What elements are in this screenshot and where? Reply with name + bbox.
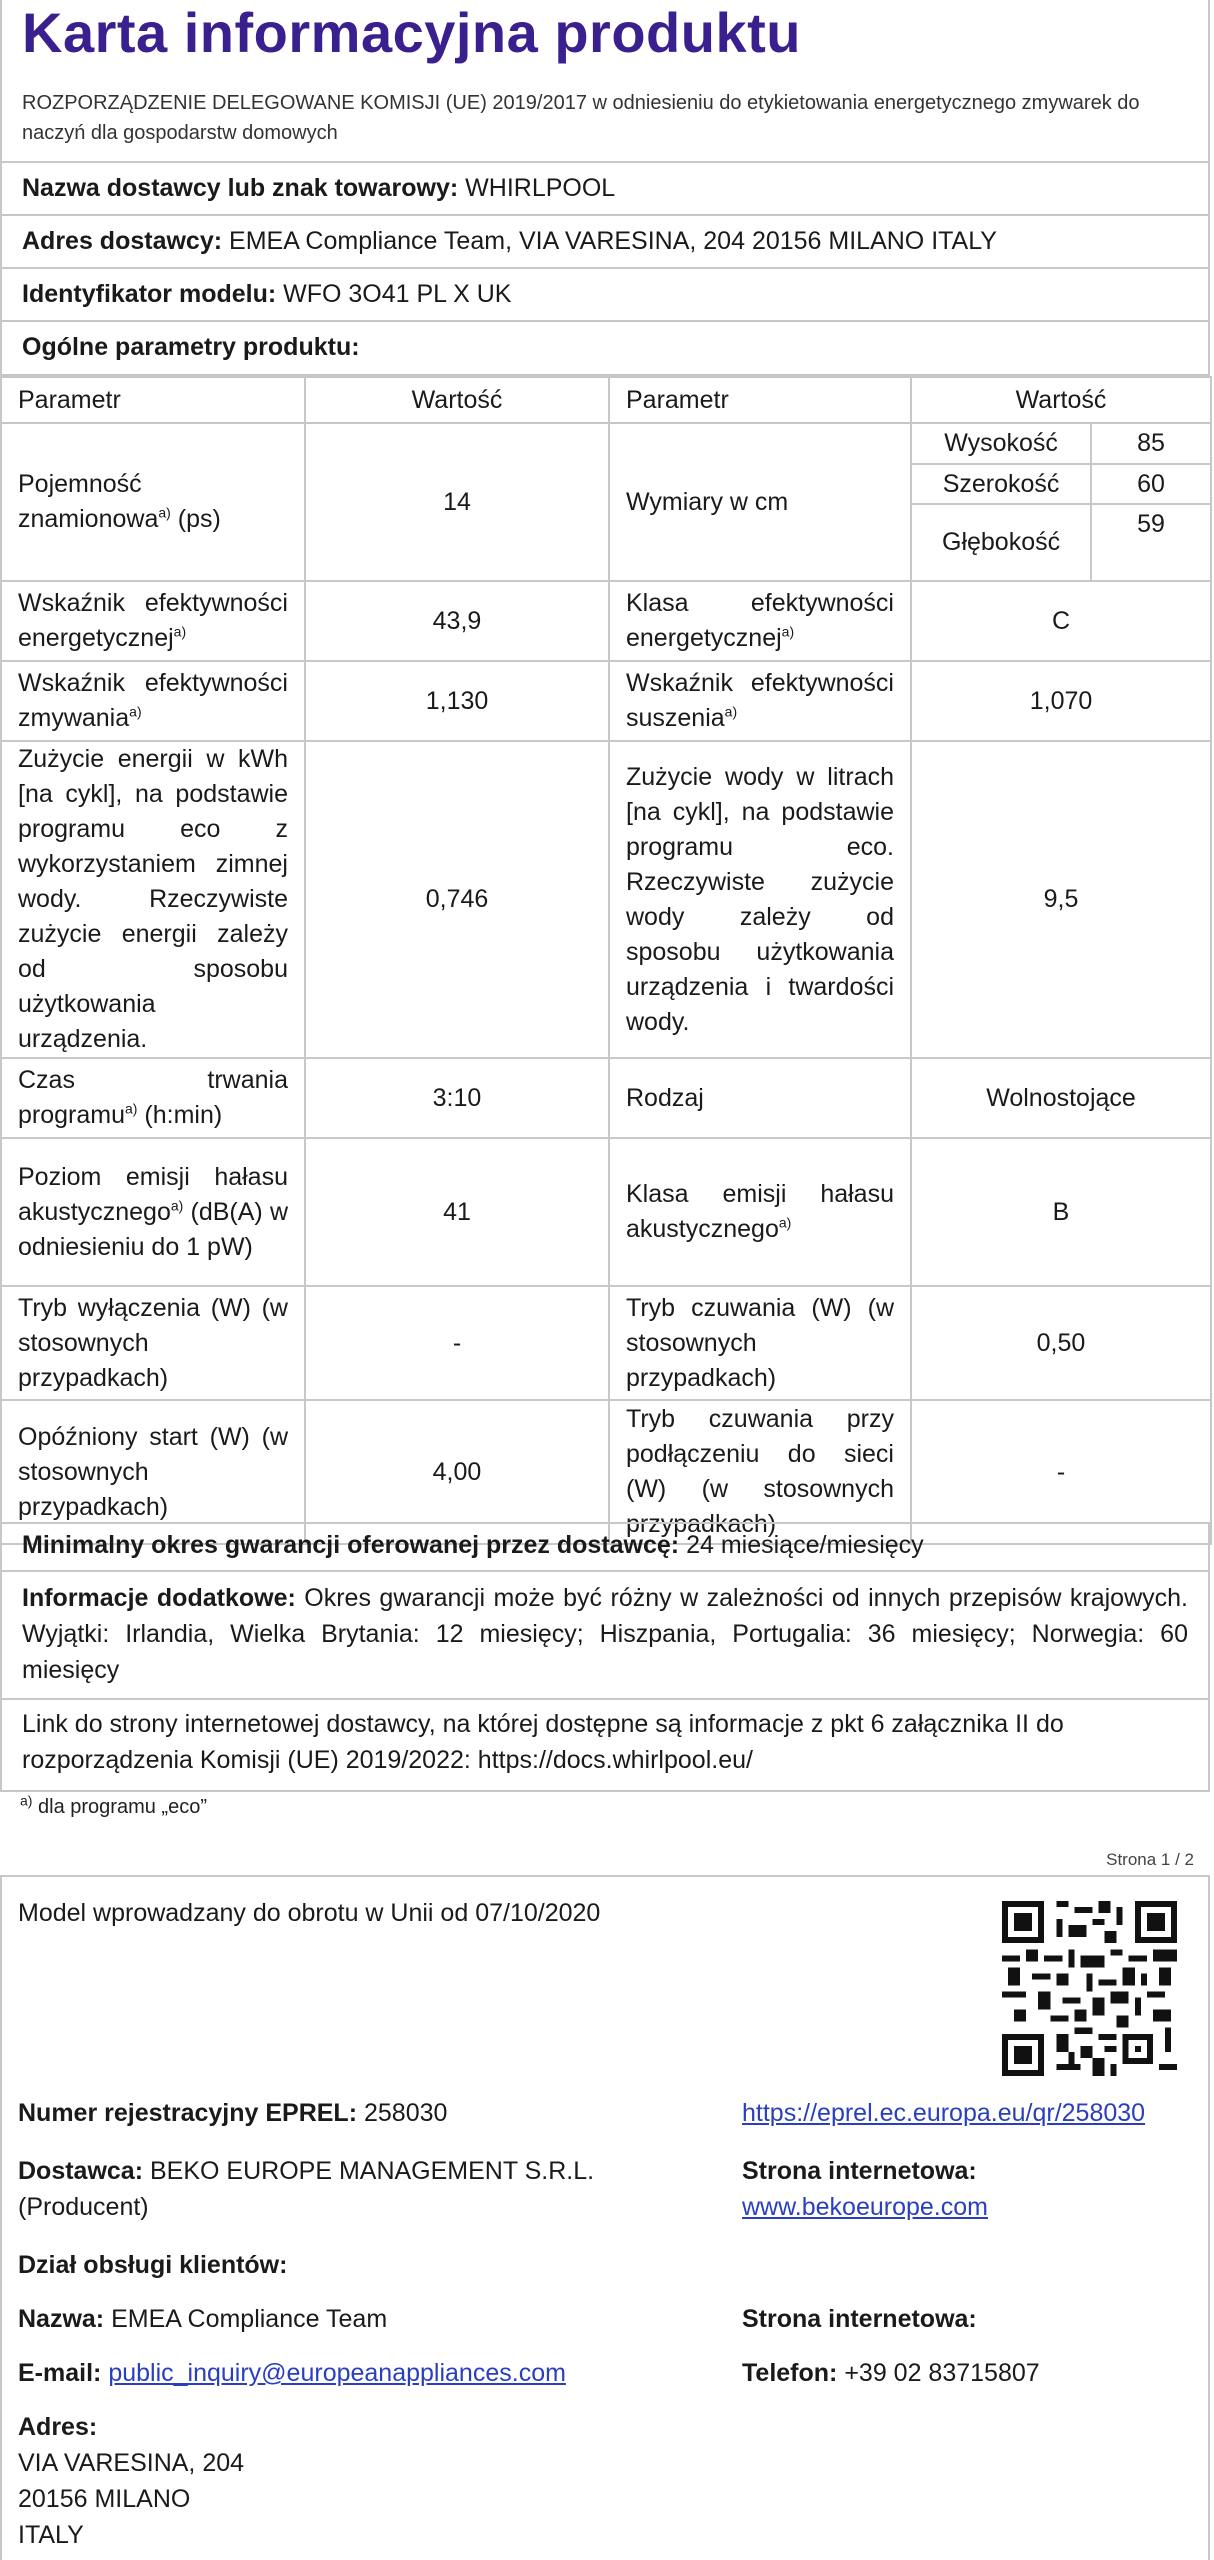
email-link[interactable]: public_inquiry@europeanappliances.com: [108, 2359, 566, 2387]
noise-label-text: Poziom emisji hałasu akustycznego: [18, 1162, 288, 1226]
supplier-address-value: EMEA Compliance Team, VIA VARESINA, 204 20156 MILANO ITALY: [229, 227, 997, 255]
additional-info-label: Informacje dodatkowe:: [22, 1584, 296, 1612]
energy-class-label-text: Klasa efektywności energetycznej: [626, 589, 894, 652]
additional-info-text: Okres gwarancji może być różny w zależności od innych przepisów krajowych. Wyjątki: Irlandia, Wielka Brytania: 12 miesięcy; Hiszpania, Portugalia: 36 miesięcy; Norwegia: 60 miesięcy: [22, 1584, 1188, 1684]
footnote-marker: a): [173, 623, 187, 640]
address-block: [18, 2409, 244, 2553]
supplier-name-row: [0, 163, 1210, 216]
service-name-value: EMEA Compliance Team: [111, 2305, 388, 2333]
footnote-marker: a): [129, 703, 142, 720]
capacity-label-text: Pojemność znamionowa: [18, 470, 159, 533]
footnote-marker: a): [781, 623, 795, 640]
width-value: 60: [1091, 464, 1210, 504]
eprel-reg-value: 258030: [363, 2099, 448, 2127]
energy-consumption-value: 0,746: [305, 741, 609, 1058]
networked-standby-value: -: [911, 1400, 1211, 1544]
off-mode-value: -: [305, 1286, 609, 1400]
service-name-line: [18, 2301, 387, 2337]
duration-label: [1, 1058, 305, 1138]
service-name-label: Nazwa:: [18, 2305, 105, 2333]
capacity-unit: (ps): [177, 505, 221, 533]
delay-start-value: 4,00: [305, 1400, 609, 1544]
noise-class-label: [609, 1138, 911, 1286]
supplier-link-url[interactable]: https://docs.whirlpool.eu/: [477, 1746, 753, 1774]
table-row: [1, 661, 1211, 741]
eprel-website-link[interactable]: www.bekoeurope.com: [742, 2193, 988, 2221]
service-web-line: [742, 2301, 977, 2337]
phone-label: Telefon:: [742, 2359, 838, 2387]
page-title: Karta informacyjna produktu: [22, 1, 801, 64]
email-label: E-mail:: [18, 2359, 102, 2387]
email-line: [18, 2355, 566, 2391]
service-heading-line: [18, 2247, 287, 2283]
footnote-marker: a): [158, 504, 171, 521]
water-consumption-value: 9,5: [911, 741, 1211, 1058]
supplier-link-row: [0, 1700, 1210, 1792]
footnote-marker: a): [724, 703, 738, 720]
cleaning-value: 1,130: [305, 661, 609, 741]
footnote-marker: a): [20, 1792, 33, 1809]
energy-consumption-label: Zużycie energii w kWh [na cykl], na podstawie programu eco z wykorzystaniem zimnej wody. Rzeczywiste zużycie energii zależy od sposobu użytkowania urządzenia.: [1, 741, 305, 1058]
type-label: Rodzaj: [609, 1058, 911, 1138]
table-row: [1, 1138, 1211, 1286]
address-line-1: VIA VARESINA, 204: [18, 2449, 245, 2477]
energy-class-value: C: [911, 581, 1211, 661]
table-row: [1, 1058, 1211, 1138]
drying-value: 1,070: [911, 661, 1211, 741]
supplier-name-value: WHIRLPOOL: [465, 174, 616, 202]
table-row: [1, 423, 1211, 581]
address-label: Adres:: [18, 2413, 98, 2441]
width-label: Szerokość: [912, 464, 1091, 504]
noise-value: 41: [305, 1138, 609, 1286]
drying-label-text: Wskaźnik efektywności suszenia: [626, 669, 894, 732]
duration-unit: (h:min): [144, 1101, 223, 1129]
qr-code-icon: [1002, 1901, 1177, 2076]
eei-label: [1, 581, 305, 661]
footnote-marker: a): [170, 1197, 184, 1214]
supplier-link-text: Link do strony internetowej dostawcy, na której dostępne są informacje z pkt 6 załącznika II do rozporządzenia Komisji (UE) 2019/2022:: [22, 1710, 1064, 1774]
header-box: [0, 0, 1210, 163]
delay-start-label: Opóźniony start (W) (w stosownych przypadkach): [1, 1400, 305, 1544]
header-value-1: Wartość: [305, 377, 609, 423]
table-row: [1, 581, 1211, 661]
additional-info-row: [0, 1572, 1210, 1700]
guarantee-label: Minimalny okres gwarancji oferowanej przez dostawcę:: [22, 1531, 680, 1559]
table-header-row: [1, 377, 1211, 423]
model-row: [0, 269, 1210, 322]
table-row: [1, 741, 1211, 1058]
eei-label-text: Wskaźnik efektywności energetycznej: [18, 589, 288, 652]
eprel-supplier-label: Dostawca:: [18, 2157, 144, 2185]
eprel-supplier-value: BEKO EUROPE MANAGEMENT S.R.L. (Producent): [18, 2157, 595, 2221]
model-value: WFO 3O41 PL X UK: [283, 280, 512, 308]
eprel-url-link[interactable]: https://eprel.ec.europa.eu/qr/258030: [742, 2099, 1146, 2127]
footnote-marker: a): [778, 1214, 792, 1231]
address-line-3: ITALY: [18, 2521, 84, 2549]
energy-class-label: [609, 581, 911, 661]
cleaning-label-text: Wskaźnik efektywności zmywania: [18, 669, 288, 732]
standby-value: 0,50: [911, 1286, 1211, 1400]
page-number: Strona 1 / 2: [1106, 1850, 1194, 1869]
eprel-website-label: Strona internetowa:: [742, 2157, 977, 2185]
market-date: Model wprowadzany do obrotu w Unii od 07/10/2020: [18, 1899, 601, 1927]
water-consumption-label: Zużycie wody w litrach [na cykl], na podstawie programu eco. Rzeczywiste zużycie wody zależy od sposobu użytkowania urządzenia i twardości wody.: [609, 741, 911, 1058]
guarantee-value: 24 miesiące/miesięcy: [686, 1531, 924, 1559]
footnote-text: dla programu „eco”: [38, 1796, 207, 1818]
table-row: [1, 1286, 1211, 1400]
eei-value: 43,9: [305, 581, 609, 661]
depth-value: 59: [1137, 510, 1165, 538]
header-param-2: Parametr: [609, 377, 911, 423]
noise-unit: (dB(A) w odniesieniu do 1 pW): [18, 1197, 289, 1261]
supplier-address-row: [0, 216, 1210, 269]
eprel-url-line: [742, 2095, 1145, 2131]
eprel-reg-line: [18, 2095, 447, 2131]
service-web-label: Strona internetowa:: [742, 2305, 977, 2333]
general-params-label: Ogólne parametry produktu:: [22, 333, 360, 361]
drying-label: [609, 661, 911, 741]
header-param-1: Parametr: [1, 377, 305, 423]
depth-label: Głębokość: [912, 504, 1091, 580]
duration-value: 3:10: [305, 1058, 609, 1138]
eprel-box: [0, 1875, 1210, 2560]
header-value-2: Wartość: [911, 377, 1211, 423]
duration-label-text: Czas trwania programu: [18, 1066, 288, 1129]
dimensions-label: Wymiary w cm: [609, 423, 911, 581]
phone-line: [742, 2355, 1040, 2391]
general-params-row: [0, 322, 1210, 376]
phone-value: +39 02 83715807: [844, 2359, 1040, 2387]
supplier-address-label: Adres dostawcy:: [22, 227, 223, 255]
noise-class-value: B: [911, 1138, 1211, 1286]
dimensions-cell: [911, 423, 1211, 581]
parameters-table: [0, 376, 1212, 1545]
capacity-label: [1, 423, 305, 581]
address-line-2: 20156 MILANO: [18, 2485, 191, 2513]
eprel-website-line: [742, 2153, 1202, 2225]
guarantee-row: [0, 1522, 1210, 1572]
standby-label: Tryb czuwania (W) (w stosownych przypadkach): [609, 1286, 911, 1400]
regulation-text: ROZPORZĄDZENIE DELEGOWANE KOMISJI (UE) 2019/2017 w odniesieniu do etykietowania energetycznego zmywarek do naczyń dla gospodarstw domowych: [22, 92, 1140, 144]
footnote: [20, 1792, 207, 1819]
dimensions-subtable: [912, 424, 1210, 580]
eprel-supplier-line: [18, 2153, 698, 2225]
eprel-reg-label: Numer rejestracyjny EPREL:: [18, 2099, 358, 2127]
service-heading: Dział obsługi klientów:: [18, 2251, 288, 2279]
type-value: Wolnostojące: [911, 1058, 1211, 1138]
cleaning-label: [1, 661, 305, 741]
off-mode-label: Tryb wyłączenia (W) (w stosownych przypadkach): [1, 1286, 305, 1400]
model-label: Identyfikator modelu:: [22, 280, 277, 308]
footnote-marker: a): [125, 1100, 138, 1117]
capacity-value: 14: [305, 423, 609, 581]
height-label: Wysokość: [912, 424, 1091, 464]
noise-label: [1, 1138, 305, 1286]
supplier-name-label: Nazwa dostawcy lub znak towarowy:: [22, 174, 459, 202]
height-value: 85: [1091, 424, 1210, 464]
networked-standby-label: Tryb czuwania przy podłączeniu do sieci (W) (w stosownych przypadkach): [609, 1400, 911, 1544]
noise-class-label-text: Klasa emisji hałasu akustycznego: [626, 1180, 894, 1243]
